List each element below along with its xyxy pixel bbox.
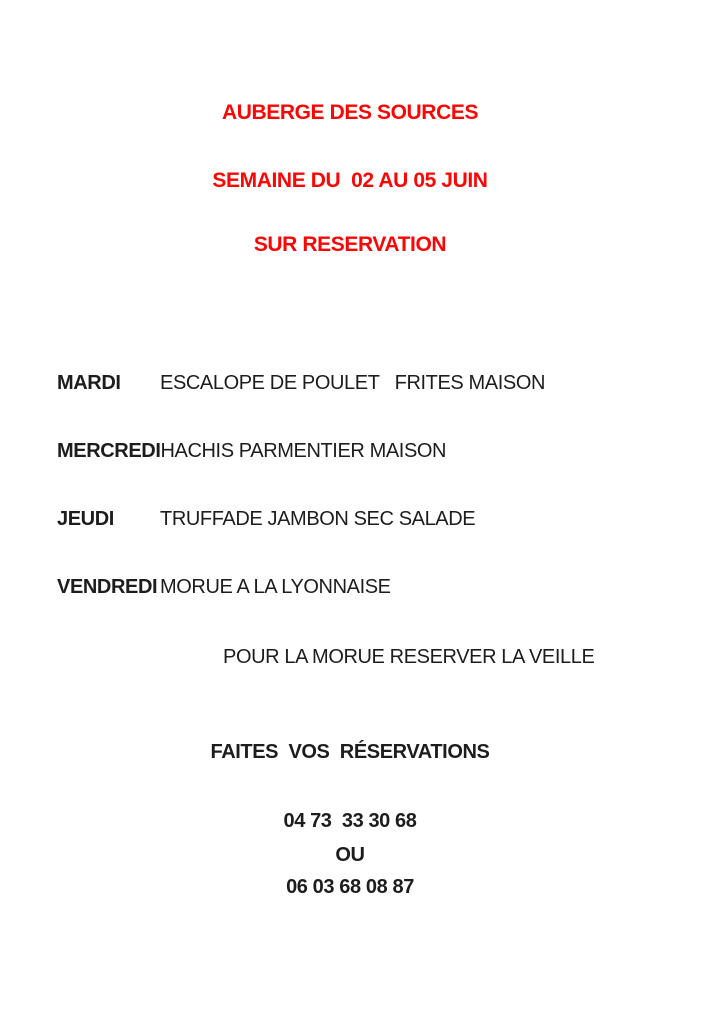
phone-number-secondary: 06 03 68 08 87 (286, 876, 414, 898)
dish-label: MORUE A LA LYONNAISE (160, 576, 391, 598)
day-label: VENDREDI (57, 576, 158, 598)
menu-row-vendredi (57, 575, 391, 599)
week-subtitle: SEMAINE DU 02 AU 05 JUIN (212, 169, 488, 192)
reservation-required-note: SUR RESERVATION (253, 233, 447, 256)
dish-label: HACHIS PARMENTIER MAISON (160, 440, 447, 462)
morue-advance-notice: POUR LA MORUE RESERVER LA VEILLE (223, 646, 595, 668)
menu-row-mardi (57, 371, 545, 395)
or-separator: OU (335, 844, 365, 866)
day-label: JEUDI (57, 508, 114, 530)
phone-number-primary: 04 73 33 30 68 (283, 810, 417, 832)
dish-label: TRUFFADE JAMBON SEC SALADE (160, 508, 476, 530)
dish-label: ESCALOPE DE POULET FRITES MAISON (160, 372, 546, 394)
day-label: MERCREDI (57, 440, 161, 462)
restaurant-title: AUBERGE DES SOURCES (221, 101, 479, 124)
reservations-cta: FAITES VOS RÉSERVATIONS (210, 741, 490, 763)
menu-row-mercredi (57, 439, 446, 463)
day-label: MARDI (57, 372, 121, 394)
menu-row-jeudi (57, 507, 475, 531)
